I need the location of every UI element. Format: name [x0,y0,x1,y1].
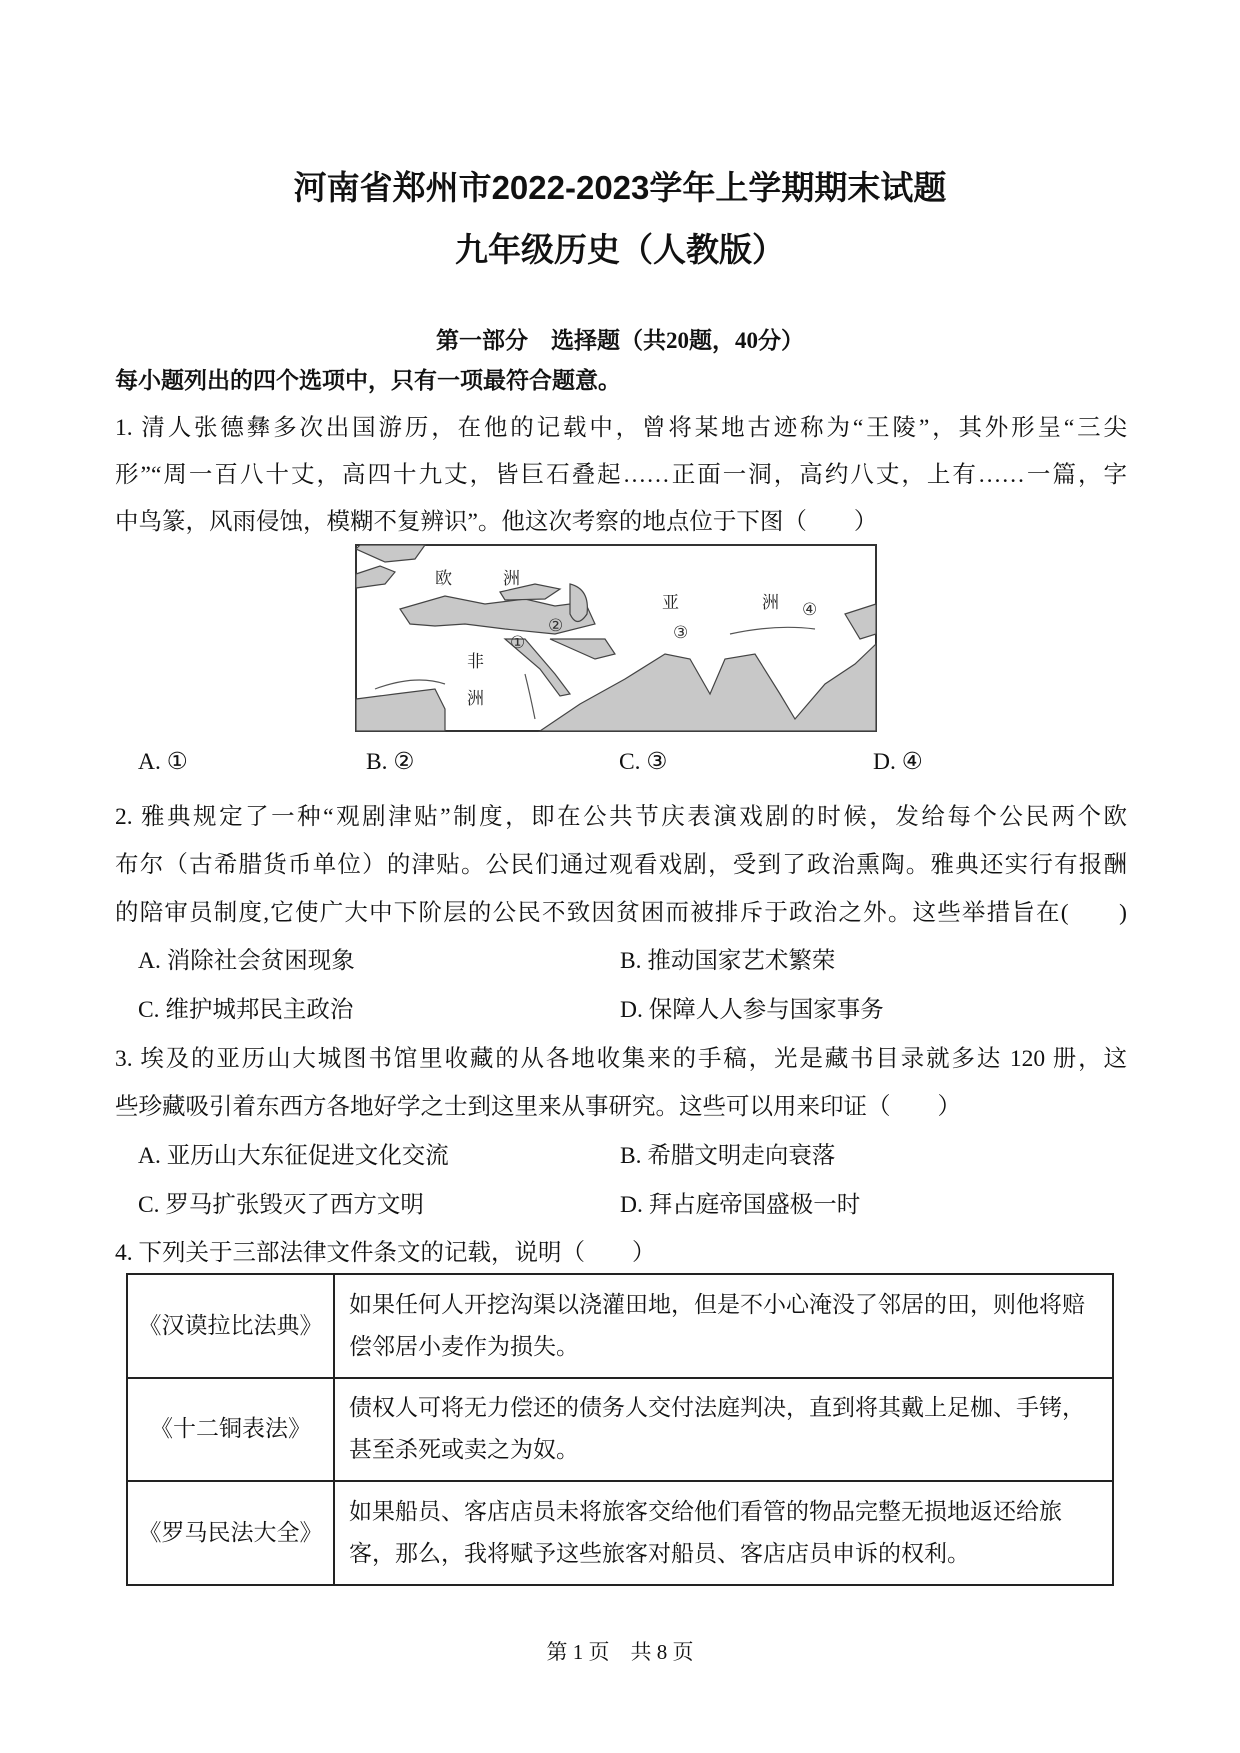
map-label-africa: 洲 [467,689,484,708]
law-text: 债权人可将无力偿还的债务人交付法庭判决，直到将其戴上足枷、手铐，甚至杀死或卖之为奴。 [334,1378,1113,1482]
table-row [127,1481,1113,1585]
map-label-asia: 亚 [662,593,679,612]
law-text: 如果船员、客店店员未将旅客交给他们看管的物品完整无损地返还给旅客，那么，我将赋予这些旅客对船员、客店店员申诉的权利。 [334,1481,1113,1585]
table-row [127,1274,1113,1378]
map-label-europe: 洲 [503,569,520,588]
q1-line: 中鸟篆，风雨侵蚀，模糊不复辨识”。他这次考察的地点位于下图（ ） [115,509,878,535]
page-footer: 第 1 页 共 8 页 [546,1640,694,1664]
map-marker-3: ③ [673,623,689,642]
q3-option-c[interactable]: C. 罗马扩张毁灭了西方文明 [138,1192,424,1218]
q3-line: 些珍藏吸引着东西方各地好学之士到这里来从事研究。这些可以用来印证（ ） [115,1094,961,1120]
law-name: 《汉谟拉比法典》 [127,1274,334,1378]
world-map-figure [355,544,877,732]
q1-option-d[interactable]: D. ④ [873,749,923,775]
map-marker-1: ① [510,633,526,652]
section-instruction: 每小题列出的四个选项中，只有一项最符合题意。 [115,368,621,393]
law-text: 如果任何人开挖沟渠以浇灌田地，但是不小心淹没了邻居的田，则他将赔偿邻居小麦作为损失。 [334,1274,1113,1378]
map-marker-4: ④ [802,600,818,619]
q2-line: 布尔（古希腊货币单位）的津贴。公民们通过观看戏剧，受到了政治熏陶。雅典还实行有报酬 [115,852,1127,878]
law-name: 《十二铜表法》 [127,1378,334,1482]
q3-option-b[interactable]: B. 希腊文明走向衰落 [620,1143,836,1169]
document-subtitle: 九年级历史（人教版） [455,231,785,268]
q2-line: 2. 雅典规定了一种“观剧津贴”制度，即在公共节庆表演戏剧的时候，发给每个公民两个欧 [115,804,1127,830]
law-name: 《罗马民法大全》 [127,1481,334,1585]
section-heading: 第一部分 选择题（共20题，40分） [436,328,804,353]
q2-option-c[interactable]: C. 维护城邦民主政治 [138,997,354,1023]
q2-option-d[interactable]: D. 保障人人参与国家事务 [620,997,884,1023]
law-table [126,1273,1114,1586]
q1-line: 1. 清人张德彝多次出国游历，在他的记载中，曾将某地古迹称为“王陵”，其外形呈“三尖 [115,415,1127,441]
document-title: 河南省郑州市2022-2023学年上学期期末试题 [293,169,947,206]
map-label-asia: 洲 [762,593,779,612]
q2-option-a[interactable]: A. 消除社会贫困现象 [138,948,355,974]
q1-option-a[interactable]: A. ① [138,749,188,775]
q3-option-a[interactable]: A. 亚历山大东征促进文化交流 [138,1143,449,1169]
table-row [127,1378,1113,1482]
q1-option-c[interactable]: C. ③ [619,749,668,775]
q1-line: 形”“周一百八十丈，高四十九丈，皆巨石叠起……正面一洞，高约八丈，上有……一篇，字 [115,462,1127,488]
q3-line: 3. 埃及的亚历山大城图书馆里收藏的从各地收集来的手稿，光是藏书目录就多达 120 册，这 [115,1046,1127,1072]
map-label-africa: 非 [467,652,484,671]
q3-option-d[interactable]: D. 拜占庭帝国盛极一时 [620,1192,861,1218]
q1-option-b[interactable]: B. ② [366,749,415,775]
q2-line: 的陪审员制度,它使广大中下阶层的公民不致因贫困而被排斥于政治之外。这些举措旨在( ) [115,900,1127,926]
q2-option-b[interactable]: B. 推动国家艺术繁荣 [620,948,836,974]
map-marker-2: ② [548,616,564,635]
map-label-europe: 欧 [435,569,452,588]
q4-stem: 4. 下列关于三部法律文件条文的记载，说明（ ） [115,1240,656,1266]
